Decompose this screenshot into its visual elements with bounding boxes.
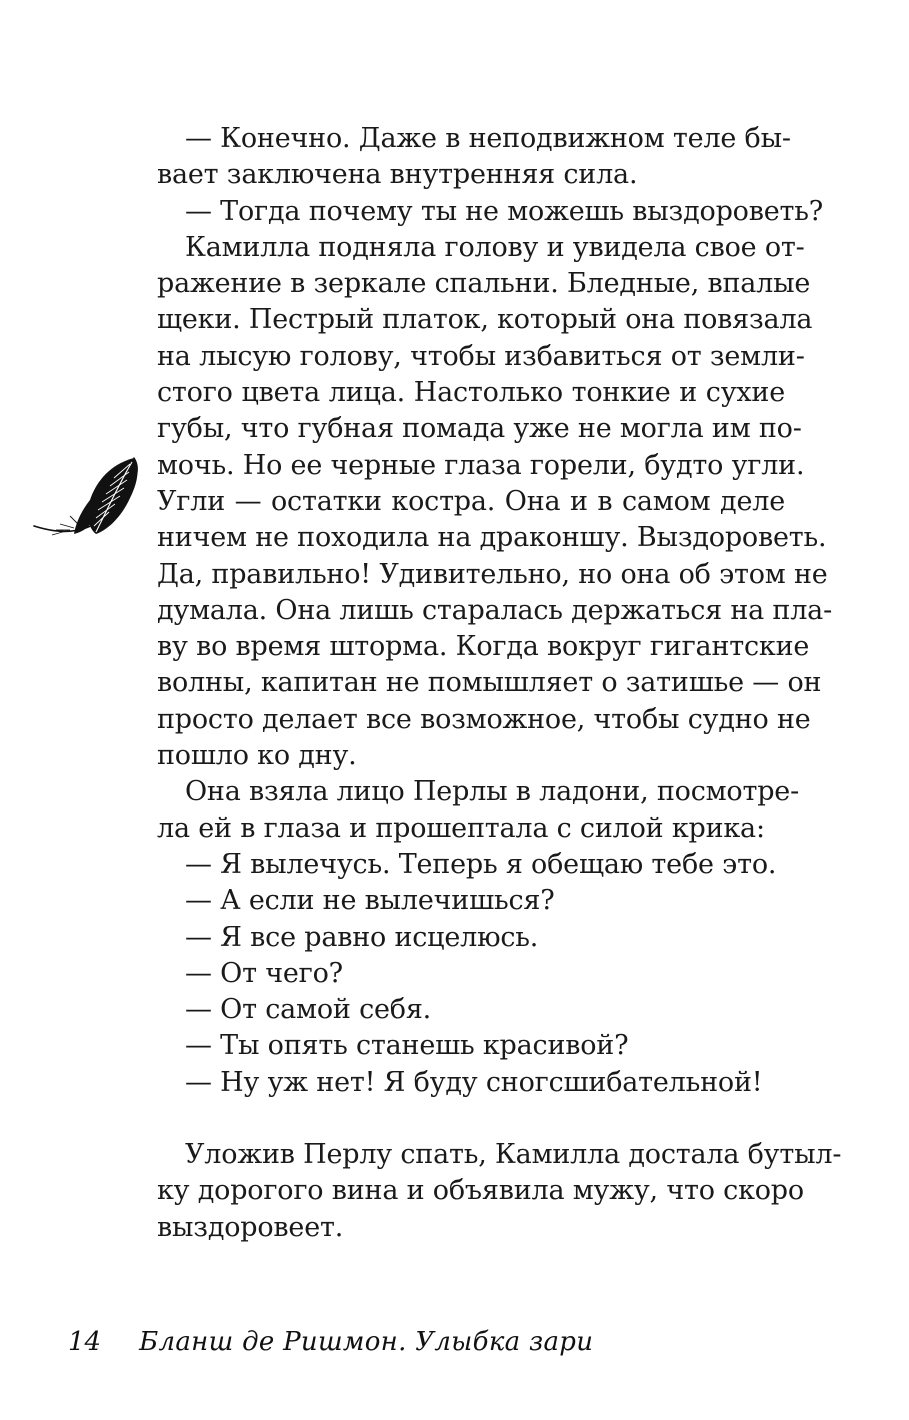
text-line: Она взяла лицо Перлы в ладони, посмотре- [185, 776, 800, 808]
dialogue-line: — Ты опять станешь красивой? [185, 1030, 629, 1062]
dialogue-line: — Ну уж нет! Я буду сногсшибательной! [185, 1066, 763, 1098]
text-line: щеки. Пестрый платок, который она повязала [157, 304, 813, 336]
text-line: ку дорогого вина и объявила мужу, что скоро [157, 1175, 804, 1207]
text-line: думала. Она лишь старалась держаться на пла- [157, 594, 832, 626]
running-title: Бланш де Ришмон. Улыбка зари [139, 1327, 594, 1357]
text-line: ничем не походила на драконшу. Выздороветь. [157, 522, 827, 554]
dialogue-line: — Я вылечусь. Теперь я обещаю тебе это. [185, 848, 777, 880]
text-line: ву во время шторма. Когда вокруг гигантские [157, 631, 810, 663]
text-line: Да, правильно! Удивительно, но она об этом не [157, 558, 828, 590]
text-line: волны, капитан не помышляет о затишье — он [157, 667, 822, 699]
dialogue-line: — А если не вылечишься? [185, 885, 555, 917]
text-line: ла ей в глаза и прошептала с силой крика: [157, 812, 765, 844]
body-text [157, 121, 842, 1246]
text-line: на лысую голову, чтобы избавиться от земли- [157, 340, 805, 372]
page-footer [68, 1327, 593, 1367]
text-line: стого цвета лица. Настолько тонкие и сухие [157, 377, 785, 409]
feather-icon [30, 452, 148, 556]
text-line: Камилла подняла голову и увидела свое от- [185, 231, 805, 263]
text-line: вает заключена внутренняя сила. [157, 159, 638, 191]
text-line: — Конечно. Даже в неподвижном теле бы- [185, 123, 791, 154]
text-line: выздоровеет. [157, 1211, 344, 1243]
dialogue-line: — От чего? [185, 957, 343, 989]
dialogue-line: — Я все равно исцелюсь. [185, 921, 539, 953]
dialogue-line: — От самой себя. [185, 994, 432, 1026]
text-line: Угли — остатки костра. Она и в самом деле [157, 485, 785, 517]
text-line: Уложив Перлу спать, Камилла достала бутыл- [185, 1139, 842, 1171]
text-line: ражение в зеркале спальни. Бледные, впалые [157, 268, 811, 300]
text-line: — Тогда почему ты не можешь выздороветь? [185, 195, 823, 227]
text-line: губы, что губная помада уже не могла им по- [157, 413, 802, 445]
text-line: пошло ко дну. [157, 740, 357, 772]
text-line: мочь. Но ее черные глаза горели, будто угли. [157, 449, 805, 481]
section-break [157, 1101, 785, 1137]
page-number: 14 [68, 1327, 102, 1357]
text-line: просто делает все возможное, чтобы судно не [157, 703, 811, 735]
